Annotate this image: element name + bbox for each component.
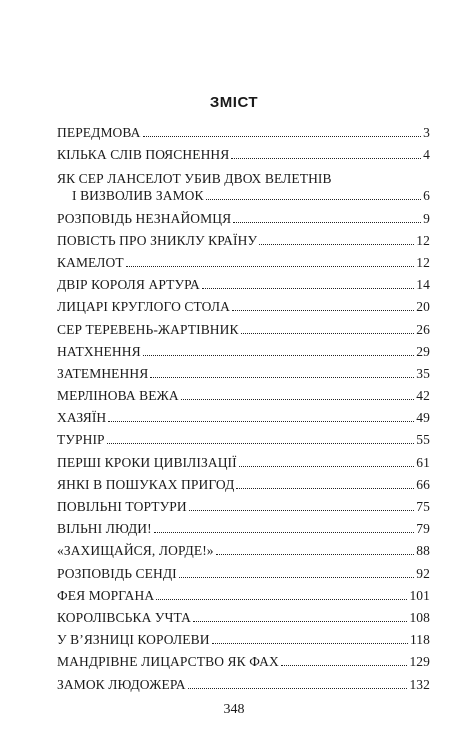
toc-entry-title: ФЕЯ МОРГАНА: [57, 587, 155, 603]
toc-entry-title: ДВІР КОРОЛЯ АРТУРА: [57, 277, 200, 293]
toc-entry: [57, 292, 430, 314]
toc-entry-title: ПЕРЕДМОВА: [57, 125, 141, 141]
toc-entry: [57, 270, 430, 292]
toc-entry-title: РОЗПОВІДЬ СЕНДІ: [57, 565, 177, 581]
toc-entry-page: 75: [416, 499, 430, 514]
toc-entry: [57, 425, 430, 447]
dot-leader: [241, 333, 415, 334]
toc-entry: [57, 603, 430, 625]
toc-heading: ЗМІСТ: [209, 94, 259, 111]
toc-entry-title: У В’ЯЗНИЦІ КОРОЛЕВИ: [57, 632, 210, 648]
toc-entry: [57, 647, 430, 669]
toc-entry-page: 88: [416, 543, 430, 559]
dot-leader: [259, 244, 414, 245]
dot-leader: [193, 621, 407, 622]
toc-list: [57, 118, 430, 692]
dot-leader: [212, 643, 408, 644]
dot-leader: [232, 310, 414, 311]
toc-entry-page: 79: [416, 521, 430, 537]
toc-entry: [57, 669, 430, 691]
toc-entry: [57, 558, 430, 580]
toc-entry: [57, 381, 430, 403]
toc-entry-title: СЕР ТЕРЕВЕНЬ-ЖАРТІВНИК: [57, 321, 239, 337]
dot-leader: [126, 266, 415, 267]
toc-entry-title: КАМЕЛОТ: [57, 254, 124, 270]
toc-entry-page: 20: [416, 299, 430, 315]
dot-leader: [233, 222, 421, 223]
toc-entry-title: ЛИЦАРІ КРУГЛОГО СТОЛА: [57, 299, 230, 315]
toc-entry: [57, 581, 430, 603]
toc-entry: [57, 514, 430, 536]
dot-leader: [143, 355, 415, 356]
toc-entry-title: ПОВІСТЬ ПРО ЗНИКЛУ КРАЇНУ: [57, 232, 258, 248]
page-number: 348: [223, 702, 245, 717]
toc-entry: [57, 248, 430, 270]
toc-entry-page: 92: [416, 565, 430, 581]
toc-entry-page: 14: [416, 277, 430, 293]
toc-entry: [57, 403, 430, 425]
toc-entry-page: 35: [416, 365, 430, 381]
toc-entry-title: РОЗПОВІДЬ НЕЗНАЙОМЦЯ: [57, 210, 232, 226]
toc-entry: [57, 536, 430, 558]
dot-leader: [179, 577, 415, 578]
toc-entry-title: МАНДРІВНЕ ЛИЦАРСТВО ЯК ФАХ: [57, 654, 279, 670]
toc-entry: [57, 140, 430, 162]
dot-leader: [236, 488, 414, 489]
toc-entry-title: ВІЛЬНІ ЛЮДИ!: [57, 521, 152, 537]
toc-entry-title: КОРОЛІВСЬКА УЧТА: [57, 609, 191, 625]
toc-entry-page: 12: [416, 232, 430, 248]
toc-entry-page: 108: [409, 609, 430, 625]
toc-entry: [57, 314, 430, 336]
toc-entry: [57, 226, 430, 248]
toc-entry-title: ЗАТЕМНЕННЯ: [57, 365, 149, 381]
dot-leader: [216, 554, 415, 555]
toc-entry-page: 55: [416, 432, 430, 448]
toc-entry-page: 49: [416, 410, 430, 426]
toc-entry: [57, 359, 430, 381]
toc-entry: [57, 447, 430, 469]
toc-entry: [57, 625, 430, 647]
dot-leader: [150, 377, 414, 378]
toc-entry-title: «ЗАХИЩАЙСЯ, ЛОРДЕ!»: [57, 543, 214, 559]
toc-entry-page: 42: [416, 388, 430, 404]
toc-entry: [57, 470, 430, 492]
toc-entry-page: 9: [423, 210, 430, 226]
toc-entry-page: 129: [409, 654, 430, 670]
dot-leader: [188, 688, 408, 689]
toc-entry: [57, 492, 430, 514]
toc-entry-continuation: [57, 188, 430, 203]
dot-leader: [154, 532, 415, 533]
toc-entry-page: 132: [409, 676, 430, 692]
toc-entry-title: ХАЗЯЇН: [57, 410, 107, 426]
toc-entry-page: 118: [409, 632, 430, 648]
toc-entry-page: 26: [416, 321, 430, 337]
toc-entry-title: ТУРНІР: [57, 432, 105, 448]
toc-entry-title: МЕРЛІНОВА ВЕЖА: [57, 388, 179, 404]
toc-entry-page: 12: [416, 254, 430, 270]
toc-entry-page: 6: [423, 188, 430, 204]
dot-leader: [281, 665, 408, 666]
toc-entry-title: ЯК СЕР ЛАНСЕЛОТ УБИВ ДВОХ ВЕЛЕТНІВ: [57, 171, 332, 187]
toc-entry-title: ПЕРШІ КРОКИ ЦИВІЛІЗАЦІЇ: [57, 454, 237, 470]
toc-entry: [57, 162, 430, 203]
dot-leader: [189, 510, 415, 511]
toc-entry-title: ЯНКІ В ПОШУКАХ ПРИГОД: [57, 476, 235, 492]
toc-entry-title: ЗАМОК ЛЮДОЖЕРА: [57, 676, 186, 692]
toc-entry-title: ПОВІЛЬНІ ТОРТУРИ: [57, 499, 187, 514]
toc-entry-page: 101: [409, 587, 430, 603]
dot-leader: [156, 599, 407, 600]
toc-entry-page: 66: [416, 476, 430, 492]
toc-entry-page: 29: [416, 343, 430, 359]
toc-entry: [57, 203, 430, 225]
dot-leader: [181, 399, 415, 400]
toc-entry: [57, 118, 430, 140]
dot-leader: [202, 288, 414, 289]
toc-entry: [57, 337, 430, 359]
toc-entry-page: 4: [423, 147, 430, 163]
dot-leader: [143, 136, 422, 137]
dot-leader: [239, 466, 415, 467]
toc-entry-page: 61: [416, 454, 430, 470]
dot-leader: [206, 199, 422, 200]
toc-entry-page: 3: [423, 125, 430, 141]
toc-entry-title: НАТХНЕННЯ: [57, 343, 141, 359]
dot-leader: [231, 158, 421, 159]
dot-leader: [108, 421, 414, 422]
dot-leader: [107, 443, 415, 444]
toc-entry-title-line2: І ВИЗВОЛИВ ЗАМОК: [72, 188, 204, 204]
toc-entry-title: КІЛЬКА СЛІВ ПОЯСНЕННЯ: [57, 147, 230, 163]
